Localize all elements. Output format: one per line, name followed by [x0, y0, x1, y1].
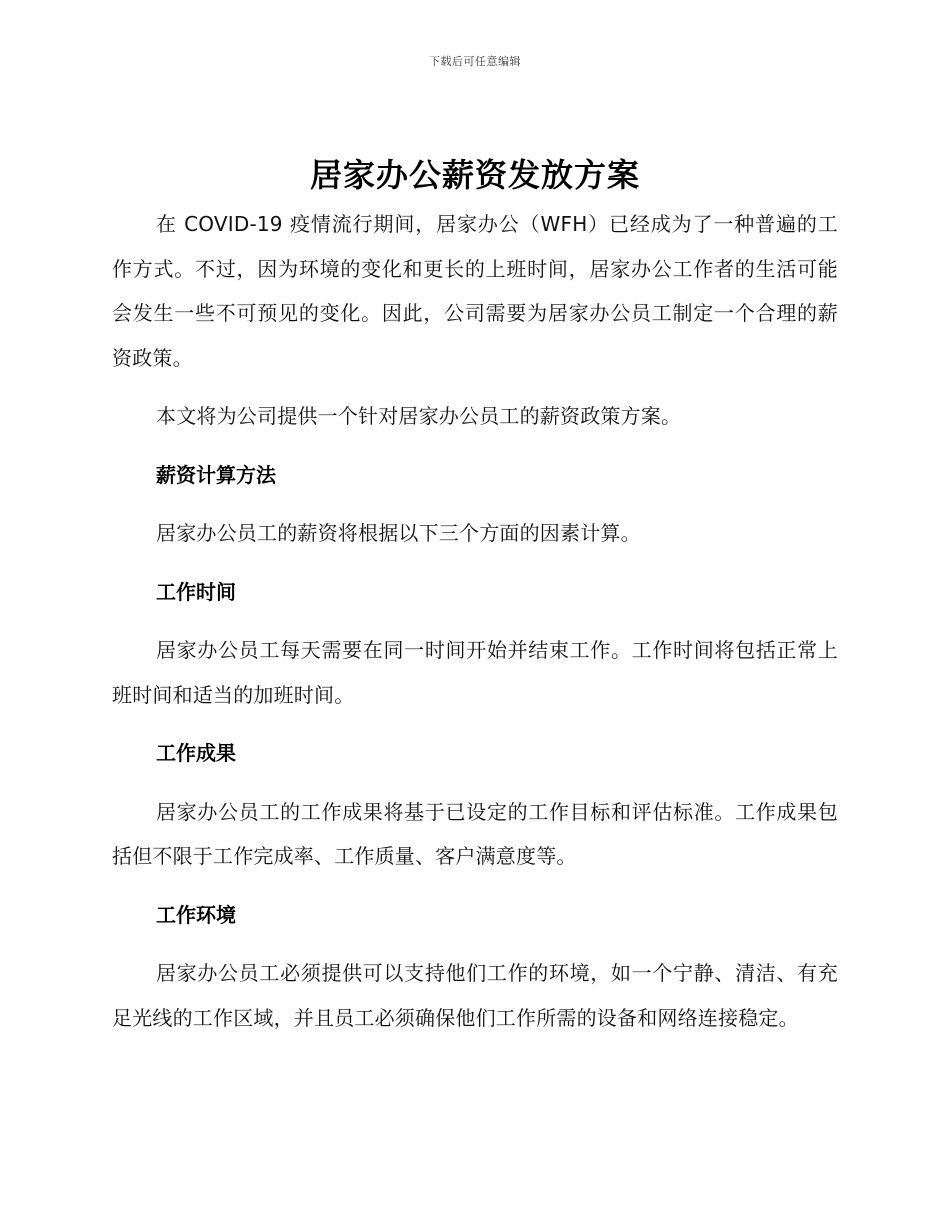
section-heading-work-results: 工作成果: [156, 741, 236, 765]
intro-paragraph: 在 COVID-19 疫情流行期间，居家办公（WFH）已经成为了一种普遍的工作方式。不过，因为环境的变化和更长的上班时间，居家办公工作者的生活可能会发生一些不可预见的变化。因此，公司需要为居家办公员工制定一个合理的薪资政策。: [112, 212, 838, 370]
paragraph-spacer: [112, 776, 838, 790]
purpose-paragraph: 本文将为公司提供一个针对居家办公员工的薪资政策方案。: [156, 404, 682, 428]
section-heading-work-hours: 工作时间: [156, 579, 236, 604]
section-body-salary-calculation: 居家办公员工的薪资将根据以下三个方面的因素计算。: [156, 521, 641, 545]
section-body-work-environment: 居家办公员工必须提供可以支持他们工作的环境，如一个宁静、清洁、有充足光线的工作区域，并且员工必须确保他们工作所需的设备和网络连接稳定。: [112, 961, 838, 1030]
section-body-work-hours: 居家办公员工每天需要在同一时间开始并结束工作。工作时间将包括正常上班时间和适当的加班时间。: [112, 638, 838, 707]
section-heading-work-environment: 工作环境: [156, 902, 236, 927]
section-body-work-results: 居家办公员工的工作成果将基于已设定的工作目标和评估标准。工作成果包括但不限于工作完成率、工作质量、客户满意度等。: [112, 799, 838, 868]
paragraph-spacer: [112, 497, 838, 511]
paragraph-spacer: [112, 717, 838, 731]
page-header-note: 下载后可任意编辑: [429, 55, 521, 68]
document-title: 居家办公薪资发放方案: [309, 156, 640, 194]
paragraph-spacer: [112, 439, 838, 453]
document-body: [112, 202, 838, 1040]
paragraph-spacer: [112, 614, 838, 628]
paragraph-spacer: [112, 937, 838, 951]
paragraph-spacer: [112, 556, 838, 570]
paragraph-spacer: [112, 879, 838, 893]
section-heading-salary-calculation: 薪资计算方法: [156, 462, 276, 487]
paragraph-spacer: [112, 380, 838, 394]
